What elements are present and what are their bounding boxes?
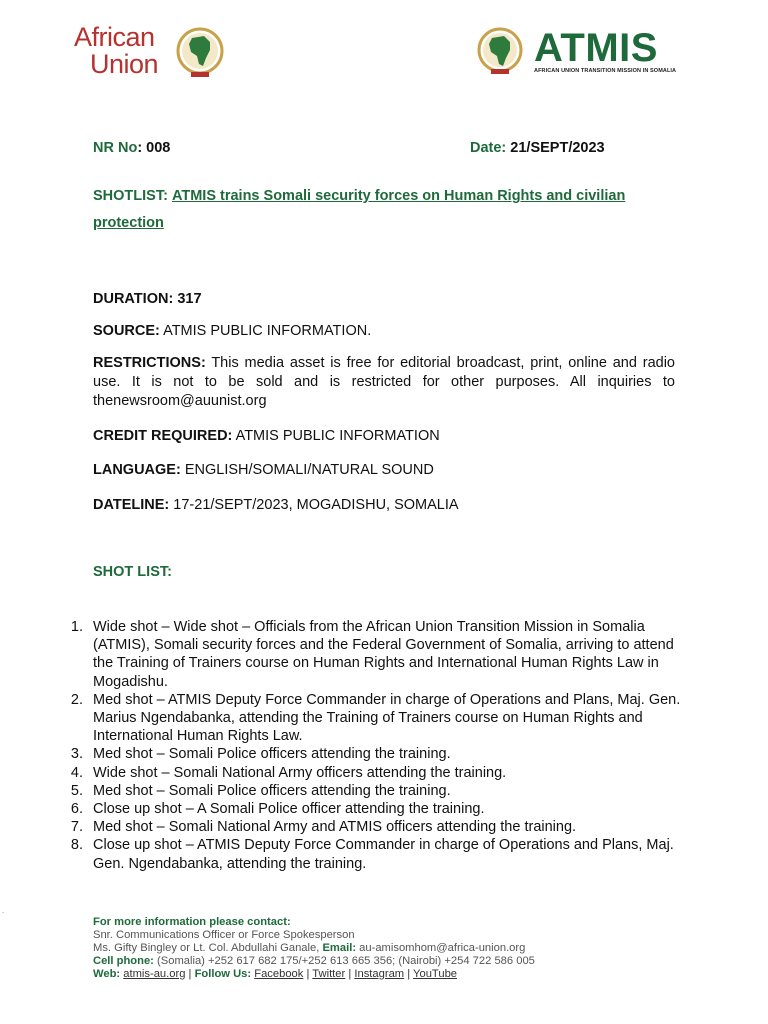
- nr-label: NR No: [93, 140, 138, 156]
- cell-line: [93, 955, 693, 968]
- twitter-link[interactable]: Twitter: [312, 968, 346, 980]
- date-value: 21/SEPT/2023: [510, 140, 605, 156]
- web-link[interactable]: atmis-au.org: [123, 968, 186, 980]
- release-date: [470, 140, 605, 156]
- instagram-link[interactable]: Instagram: [354, 968, 405, 980]
- credit-label: CREDIT REQUIRED:: [93, 428, 233, 444]
- african-union-logo: [74, 24, 234, 82]
- cell-label: Cell phone:: [93, 955, 154, 967]
- list-item: 6. Close up shot – A Somali Police officer attending the training.: [70, 801, 485, 818]
- restrictions-label: RESTRICTIONS:: [93, 355, 206, 371]
- restrictions-field: [93, 354, 675, 411]
- follow-label: Follow Us:: [194, 968, 252, 980]
- language-label: LANGUAGE:: [93, 462, 181, 478]
- list-item: 7. Med shot – Somali National Army and ATMIS officers attending the training.: [70, 819, 577, 836]
- source-field: [93, 322, 675, 341]
- au-logo-line2: Union: [90, 49, 159, 79]
- duration-label: DURATION:: [93, 291, 174, 307]
- nr-value: : 008: [137, 140, 171, 156]
- shot-list: [66, 618, 696, 873]
- language-value: ENGLISH/SOMALI/NATURAL SOUND: [184, 462, 434, 478]
- list-item: 4. Wide shot – Somali National Army officers attending the training.: [70, 764, 507, 781]
- facebook-link[interactable]: Facebook: [254, 968, 304, 980]
- stray-mark: .: [2, 906, 5, 915]
- email-value[interactable]: au-amisomhom@africa-union.org: [359, 942, 526, 954]
- date-label: Date:: [470, 140, 507, 156]
- contact-names-line: [93, 942, 693, 955]
- source-value: ATMIS PUBLIC INFORMATION.: [163, 323, 372, 339]
- shotlist-title-link[interactable]: ATMIS trains Somali security forces on Human Rights and civilian protection: [93, 188, 626, 231]
- list-item: 8. Close up shot – ATMIS Deputy Force Commander in charge of Operations and Plans, Maj. Gen. Ngendabanka, attending the training.: [70, 837, 674, 872]
- credit-field: [93, 427, 675, 446]
- atmis-emblem-icon: [472, 26, 530, 76]
- contact-footer: [93, 916, 693, 981]
- atmis-logo-subtitle: AFRICAN UNION TRANSITION MISSION IN SOMALIA: [534, 68, 677, 74]
- contact-names: Ms. Gifty Bingley or Lt. Col. Abdullahi Ganale,: [93, 942, 320, 954]
- web-line: Web: atmis-au.org | Follow Us: Facebook | Twitter | Instagram | YouTube: [93, 968, 458, 980]
- list-item: 3. Med shot – Somali Police officers attending the training.: [70, 746, 451, 763]
- cell-value: (Somalia) +252 617 682 175/+252 613 665 356; (Nairobi) +254 722 586 005: [157, 955, 535, 967]
- shotlist-label: SHOTLIST:: [93, 188, 168, 204]
- restrictions-value: This media asset is free for editorial broadcast, print, online and radio use. It is not to be sold and is restricted for other purposes. All inquiries to thenewsroom@auunist.org: [93, 355, 675, 409]
- youtube-link[interactable]: YouTube: [413, 968, 458, 980]
- credit-value: ATMIS PUBLIC INFORMATION: [235, 428, 440, 444]
- dateline-value: 17-21/SEPT/2023, MOGADISHU, SOMALIA: [173, 497, 459, 513]
- duration-field: [93, 290, 675, 309]
- dateline-field: [93, 496, 675, 515]
- source-label: SOURCE:: [93, 323, 160, 339]
- au-logo-text: [74, 24, 158, 78]
- atmis-logo: [472, 26, 692, 78]
- list-item: 2. Med shot – ATMIS Deputy Force Commander in charge of Operations and Plans, Maj. Gen. Marius Ngendabanka, attending the Training of Trainers course on Human Rights and International Human Rights Law.: [70, 691, 681, 745]
- contact-role: Snr. Communications Officer or Force Spokesperson: [93, 929, 355, 941]
- nr-number: [93, 140, 170, 156]
- list-item: 1. Wide shot – Wide shot – Officials from the African Union Transition Mission in Somalia (ATMIS), Somali security forces and the Federal Government of Somalia, arriving to attend the Training of Trainers course on Human Rights and International Human Rights Law in Mogadishu.: [70, 619, 674, 690]
- au-logo-line1: African: [74, 22, 155, 52]
- shotlist-title: [93, 183, 683, 237]
- contact-heading: For more information please contact:: [93, 916, 291, 928]
- list-item: 5. Med shot – Somali Police officers attending the training.: [70, 782, 451, 799]
- duration-value: 317: [177, 291, 202, 307]
- web-label: Web:: [93, 968, 121, 980]
- shot-list-heading: SHOT LIST:: [93, 564, 172, 580]
- atmis-logo-word: ATMIS: [534, 26, 658, 70]
- email-label: Email:: [322, 942, 357, 954]
- au-emblem-icon: [170, 24, 230, 80]
- dateline-label: DATELINE:: [93, 497, 170, 513]
- language-field: [93, 461, 675, 480]
